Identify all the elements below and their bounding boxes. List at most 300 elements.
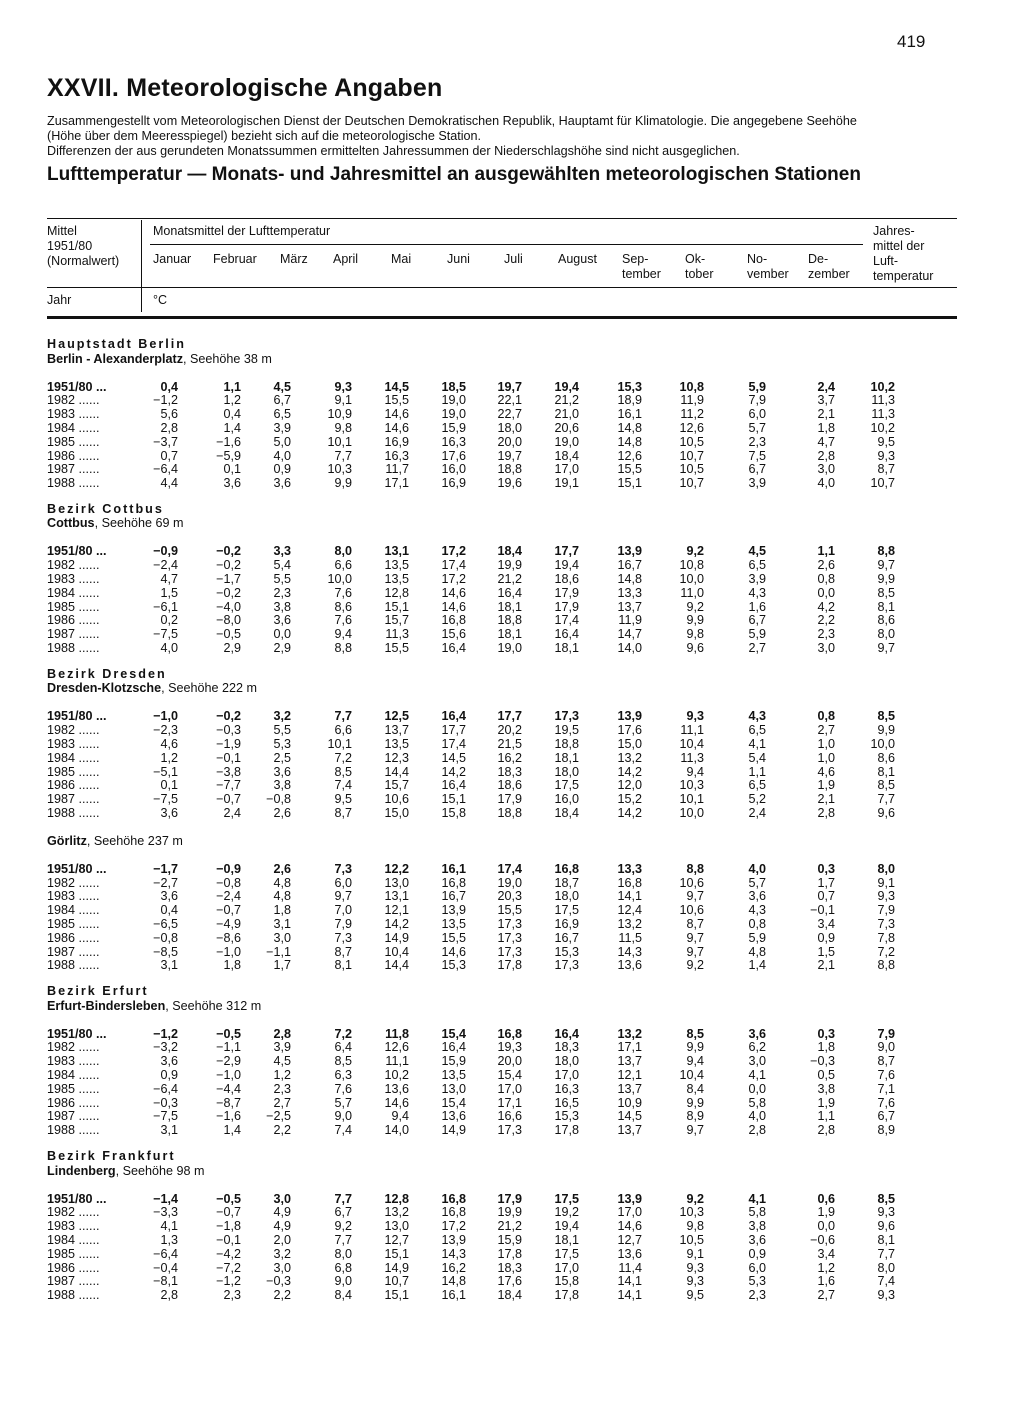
table-cell: 21,2 — [554, 393, 579, 408]
station-name — [47, 352, 272, 366]
table-cell: −3,7 — [153, 434, 178, 449]
table-cell: 9,3 — [686, 709, 704, 724]
table-cell: 0,8 — [817, 572, 835, 586]
table-cell: 10,7 — [870, 476, 895, 491]
table-cell: 18,4 — [497, 544, 522, 559]
table-cell: 4,0 — [160, 641, 178, 655]
table-cell: 4,1 — [748, 1191, 766, 1206]
table-cell: 0,4 — [160, 379, 178, 394]
intro-line: Differenzen der aus gerundeten Monatssummen ermittelten Jahressummen der Niederschlagshöhe sind nicht ausgeglichen. — [47, 144, 740, 158]
table-cell: −0,9 — [153, 544, 178, 559]
month-header-line: tember — [622, 267, 661, 281]
table-cell: 15,3 — [554, 944, 579, 959]
table-cell: 2,3 — [273, 585, 291, 600]
table-cell: 0,2 — [160, 613, 178, 628]
table-cell: 13,2 — [617, 1026, 642, 1041]
table-cell: 3,6 — [160, 889, 178, 904]
table-cell: 13,6 — [617, 958, 642, 973]
table-cell: 5,3 — [273, 736, 291, 751]
station-name — [47, 516, 184, 530]
table-cell: 18,0 — [554, 1054, 579, 1069]
table-cell: 10,9 — [617, 1095, 642, 1110]
table-cell: 14,0 — [384, 1123, 409, 1138]
row-year: 1986 ...... — [47, 613, 100, 628]
table-cell: 10,1 — [327, 434, 352, 449]
table-cell: 9,8 — [334, 420, 352, 435]
header-annual-line: mittel der — [873, 239, 925, 253]
table-cell: 11,3 — [680, 750, 704, 765]
table-cell: 10,4 — [384, 944, 409, 959]
table-cell: 0,1 — [160, 778, 178, 793]
table-cell: 5,6 — [160, 407, 178, 422]
table-cell: −4,4 — [216, 1081, 241, 1096]
table-cell: 18,8 — [497, 613, 522, 628]
table-cell: 15,5 — [384, 641, 409, 655]
table-cell: 3,6 — [273, 764, 291, 779]
table-cell: 9,6 — [877, 805, 895, 820]
table-cell: 10,4 — [679, 1068, 704, 1082]
table-cell: 6,7 — [273, 393, 291, 408]
table-cell: 11,1 — [385, 1054, 409, 1069]
table-cell: 17,7 — [441, 723, 466, 738]
table-cell: 3,0 — [817, 641, 835, 655]
table-cell: 1,4 — [223, 1123, 241, 1138]
table-cell: 9,7 — [686, 930, 704, 945]
table-cell: 2,1 — [817, 407, 835, 422]
row-year: 1985 ...... — [47, 1246, 100, 1261]
table-cell: 14,6 — [441, 944, 466, 959]
table-cell: 13,6 — [384, 1081, 409, 1096]
table-cell: −0,5 — [216, 627, 241, 642]
table-cell: 15,1 — [384, 1246, 409, 1261]
month-header-line: Februar — [213, 252, 257, 266]
table-cell: 0,9 — [748, 1246, 766, 1261]
table-cell: 12,8 — [384, 1191, 409, 1206]
table-cell: 14,2 — [441, 764, 466, 779]
table-cell: −1,7 — [153, 861, 178, 876]
table-cell: −0,3 — [153, 1095, 178, 1110]
table-cell: 19,3 — [497, 1040, 522, 1055]
header-group-label: Monatsmittel der Lufttemperatur — [153, 224, 331, 238]
table-cell: 11,3 — [871, 393, 895, 408]
table-cell: 9,9 — [686, 1095, 704, 1110]
table-cell: 18,4 — [554, 448, 579, 463]
table-cell: 16,8 — [617, 875, 642, 890]
table-cell: −6,1 — [153, 599, 178, 614]
row-year: 1988 ...... — [47, 641, 100, 655]
table-cell: 16,3 — [384, 448, 409, 463]
row-year: 1985 ...... — [47, 764, 100, 779]
table-cell: 4,5 — [273, 379, 291, 394]
table-cell: 8,4 — [686, 1081, 704, 1096]
table-cell: 3,9 — [273, 1040, 291, 1055]
table-cell: 18,4 — [554, 805, 579, 820]
table-cell: −0,1 — [216, 750, 241, 765]
table-cell: 16,1 — [617, 407, 642, 422]
table-cell: 0,7 — [817, 889, 835, 904]
table-cell: 16,4 — [441, 778, 466, 793]
table-cell: −0,2 — [216, 585, 241, 600]
header-annual-line: temperatur — [873, 269, 934, 283]
table-cell: 12,2 — [384, 861, 409, 876]
table-cell: −6,5 — [153, 916, 178, 931]
table-cell: 14,8 — [617, 420, 642, 435]
table-cell: 10,3 — [679, 1205, 704, 1220]
table-cell: −0,1 — [810, 903, 835, 918]
table-cell: 17,4 — [441, 558, 466, 573]
table-cell: −4,0 — [216, 599, 241, 614]
table-cell: 17,1 — [617, 1040, 642, 1055]
table-cell: 5,8 — [748, 1095, 766, 1110]
station-elevation: , Seehöhe 222 m — [161, 681, 258, 696]
table-cell: 14,8 — [617, 572, 642, 586]
table-cell: 12,5 — [384, 709, 409, 724]
table-cell: 8,6 — [334, 599, 352, 614]
table-cell: 14,1 — [617, 1288, 642, 1303]
table-cell: 4,3 — [748, 585, 766, 600]
table-cell: 9,9 — [877, 723, 895, 738]
table-cell: 13,7 — [617, 1054, 642, 1069]
table-cell: 15,4 — [441, 1095, 466, 1110]
table-cell: 3,8 — [273, 778, 291, 793]
table-cell: 9,2 — [686, 599, 704, 614]
table-cell: 13,6 — [441, 1109, 466, 1124]
month-header-line: vember — [747, 267, 789, 281]
table-cell: 2,7 — [748, 641, 766, 655]
table-cell: −1,4 — [153, 1191, 178, 1206]
month-header-line: Juli — [504, 252, 523, 266]
table-cell: 18,4 — [497, 1288, 522, 1303]
table-cell: 9,9 — [334, 476, 352, 491]
table-cell: 14,9 — [384, 1260, 409, 1275]
table-cell: 17,0 — [554, 1260, 579, 1275]
table-cell: 3,1 — [160, 958, 178, 973]
table-cell: 3,2 — [273, 709, 291, 724]
table-cell: 1,9 — [817, 1095, 835, 1110]
table-cell: 3,7 — [817, 393, 835, 408]
table-cell: 15,5 — [617, 462, 642, 477]
table-cell: 7,2 — [877, 944, 895, 959]
table-cell: 5,9 — [748, 930, 766, 945]
table-cell: 16,8 — [554, 861, 579, 876]
table-title: Lufttemperatur — Monats- und Jahresmittel an ausgewählten meteorologischen Stationen — [47, 164, 861, 185]
table-cell: 9,8 — [686, 1219, 704, 1234]
table-cell: 20,6 — [554, 420, 579, 435]
month-header-line: zember — [808, 267, 850, 281]
table-cell: −4,2 — [216, 1246, 241, 1261]
table-cell: 13,9 — [617, 544, 642, 559]
table-cell: 15,9 — [441, 1054, 466, 1069]
table-cell: 1,2 — [223, 393, 241, 408]
table-cell: 6,5 — [273, 407, 291, 422]
table-cell: 10,1 — [327, 736, 352, 751]
table-cell: 13,5 — [384, 558, 409, 573]
table-cell: 17,7 — [554, 544, 579, 559]
table-cell: 9,9 — [686, 613, 704, 628]
table-cell: 0,0 — [817, 1219, 835, 1234]
row-year: 1982 ...... — [47, 723, 100, 738]
table-cell: −7,5 — [153, 1109, 178, 1124]
table-cell: 6,5 — [748, 723, 766, 738]
table-cell: 9,0 — [334, 1274, 352, 1289]
table-cell: 8,4 — [334, 1288, 352, 1303]
row-year: 1987 ...... — [47, 792, 100, 807]
header-annual-line: Luft- — [873, 254, 899, 268]
table-cell: −8,7 — [216, 1095, 241, 1110]
table-cell: 19,0 — [497, 875, 522, 890]
table-cell: 8,7 — [334, 805, 352, 820]
table-cell: 6,5 — [748, 558, 766, 573]
table-cell: 9,5 — [686, 1288, 704, 1303]
table-cell: 19,9 — [497, 1205, 522, 1220]
table-cell: 10,7 — [384, 1274, 409, 1289]
table-cell: 0,9 — [817, 930, 835, 945]
table-cell: 12,1 — [617, 1068, 642, 1082]
table-cell: 16,5 — [554, 1095, 579, 1110]
table-cell: 17,8 — [497, 958, 522, 973]
table-cell: 2,4 — [748, 805, 766, 820]
table-cell: 6,2 — [748, 1040, 766, 1055]
table-cell: 7,4 — [334, 778, 352, 793]
station-name — [47, 1164, 205, 1178]
table-cell: 8,5 — [877, 778, 895, 793]
table-cell: 2,8 — [160, 1288, 178, 1303]
header-stub-year: Jahr — [47, 293, 72, 307]
table-cell: 7,7 — [334, 1191, 352, 1206]
table-cell: 18,1 — [554, 641, 579, 655]
table-cell: −1,7 — [216, 572, 241, 586]
table-cell: 17,5 — [554, 1191, 579, 1206]
table-cell: 8,8 — [877, 544, 895, 559]
table-cell: 2,7 — [817, 723, 835, 738]
table-cell: 3,0 — [273, 1260, 291, 1275]
table-cell: 17,6 — [617, 723, 642, 738]
table-cell: −0,4 — [153, 1260, 178, 1275]
table-cell: 16,8 — [441, 1205, 466, 1220]
table-cell: 9,3 — [686, 1260, 704, 1275]
table-cell: 2,3 — [748, 1288, 766, 1303]
table-cell: 17,2 — [441, 1219, 466, 1234]
table-cell: −2,9 — [216, 1054, 241, 1069]
row-year: 1988 ...... — [47, 1288, 100, 1303]
table-cell: 18,1 — [497, 627, 522, 642]
table-cell: 19,0 — [554, 434, 579, 449]
table-cell: 1,6 — [748, 599, 766, 614]
table-cell: 1,9 — [817, 1205, 835, 1220]
table-cell: 9,3 — [686, 1274, 704, 1289]
table-cell: 17,5 — [554, 1246, 579, 1261]
table-cell: 10,0 — [870, 736, 895, 751]
table-cell: 13,0 — [441, 1081, 466, 1096]
table-cell: 9,4 — [686, 1054, 704, 1069]
table-cell: 13,7 — [617, 599, 642, 614]
table-cell: 11,9 — [680, 393, 704, 408]
table-cell: 0,6 — [817, 1191, 835, 1206]
month-header-line: De- — [808, 252, 829, 266]
table-cell: 4,4 — [160, 476, 178, 491]
table-cell: 1,1 — [223, 379, 241, 394]
table-cell: 1,0 — [817, 736, 835, 751]
table-cell: 12,4 — [617, 903, 642, 918]
table-cell: 5,5 — [273, 723, 291, 738]
table-cell: 14,8 — [441, 1274, 466, 1289]
table-cell: −2,5 — [266, 1109, 291, 1124]
table-cell: 13,2 — [617, 750, 642, 765]
month-header-line: März — [280, 252, 308, 266]
table-cell: 10,6 — [679, 875, 704, 890]
table-cell: 13,9 — [617, 1191, 642, 1206]
table-cell: 14,4 — [384, 764, 409, 779]
table-cell: 4,2 — [817, 599, 835, 614]
table-cell: 13,7 — [617, 1081, 642, 1096]
table-cell: 17,3 — [497, 916, 522, 931]
row-year: 1986 ...... — [47, 930, 100, 945]
row-year: 1985 ...... — [47, 916, 100, 931]
table-cell: 14,1 — [617, 889, 642, 904]
row-year: 1988 ...... — [47, 1123, 100, 1138]
table-cell: 7,8 — [877, 930, 895, 945]
table-cell: 8,5 — [877, 709, 895, 724]
table-cell: 9,3 — [334, 379, 352, 394]
table-cell: 0,8 — [748, 916, 766, 931]
table-cell: 10,6 — [679, 903, 704, 918]
table-cell: 17,6 — [497, 1274, 522, 1289]
table-cell: 2,8 — [273, 1026, 291, 1041]
table-cell: −8,0 — [216, 613, 241, 628]
table-cell: 5,3 — [748, 1274, 766, 1289]
table-cell: 8,7 — [686, 916, 704, 931]
table-cell: −5,9 — [216, 448, 241, 463]
intro-line: Zusammengestellt vom Meteorologischen Dienst der Deutschen Demokratischen Republik, Hauptamt für Klimatologie. Die angegebene Seehöhe — [47, 114, 857, 128]
table-cell: −5,1 — [153, 764, 178, 779]
table-cell: 2,8 — [817, 1123, 835, 1138]
table-cell: 18,3 — [554, 1040, 579, 1055]
table-cell: 8,9 — [686, 1109, 704, 1124]
table-cell: 16,3 — [554, 1081, 579, 1096]
table-cell: 14,6 — [384, 407, 409, 422]
table-cell: 19,4 — [554, 558, 579, 573]
row-year: 1982 ...... — [47, 1040, 100, 1055]
header-annual-line: Jahres- — [873, 224, 915, 238]
table-cell: 4,3 — [748, 709, 766, 724]
header-unit: °C — [153, 293, 168, 307]
table-cell: 18,5 — [441, 379, 466, 394]
table-cell: 16,1 — [441, 861, 466, 876]
table-cell: 6,6 — [334, 723, 352, 738]
station-name-bold: Berlin - Alexanderplatz — [47, 351, 183, 366]
table-cell: 8,6 — [877, 613, 895, 628]
table-cell: 14,6 — [617, 1219, 642, 1234]
table-cell: 12,7 — [384, 1232, 409, 1247]
table-cell: 9,7 — [686, 889, 704, 904]
station-name — [47, 834, 183, 848]
table-cell: 18,8 — [554, 736, 579, 751]
table-cell: 15,7 — [384, 613, 409, 628]
table-cell: 14,9 — [384, 930, 409, 945]
table-cell: 8,0 — [334, 1246, 352, 1261]
row-year: 1987 ...... — [47, 462, 100, 477]
table-cell: 19,2 — [554, 1205, 579, 1220]
table-cell: 7,6 — [334, 613, 352, 628]
table-cell: 17,1 — [497, 1095, 522, 1110]
table-cell: 7,9 — [877, 1026, 895, 1041]
table-cell: 2,3 — [748, 434, 766, 449]
table-cell: 3,4 — [817, 916, 835, 931]
table-cell: 8,7 — [877, 1054, 895, 1069]
table-cell: 1,2 — [273, 1068, 291, 1082]
table-cell: 14,3 — [617, 944, 642, 959]
table-cell: 0,8 — [817, 709, 835, 724]
table-cell: 16,4 — [441, 1040, 466, 1055]
table-cell: 9,4 — [334, 627, 352, 642]
table-cell: 6,5 — [748, 778, 766, 793]
table-cell: 7,9 — [877, 903, 895, 918]
table-cell: 17,1 — [384, 476, 409, 491]
table-cell: 2,7 — [273, 1095, 291, 1110]
table-cell: 12,7 — [617, 1232, 642, 1247]
row-year: 1982 ...... — [47, 1205, 100, 1220]
table-cell: −1,8 — [216, 1219, 241, 1234]
table-cell: 17,4 — [497, 861, 522, 876]
station-name-bold: Cottbus — [47, 516, 95, 531]
table-cell: 16,0 — [441, 462, 466, 477]
table-cell: 7,6 — [334, 1081, 352, 1096]
table-cell: 12,0 — [617, 778, 642, 793]
table-cell: 5,2 — [748, 792, 766, 807]
table-cell: 10,5 — [679, 462, 704, 477]
table-cell: 7,4 — [877, 1274, 895, 1289]
table-cell: 17,8 — [497, 1246, 522, 1261]
table-cell: 4,9 — [273, 1219, 291, 1234]
table-cell: 9,3 — [877, 889, 895, 904]
table-cell: 13,5 — [384, 736, 409, 751]
table-cell: 9,1 — [334, 393, 352, 408]
table-cell: −6,4 — [153, 1246, 178, 1261]
table-cell: −0,2 — [216, 558, 241, 573]
station-name-bold: Dresden-Klotzsche — [47, 681, 162, 696]
header-stub-line: 1951/80 — [47, 239, 93, 253]
table-cell: 8,9 — [877, 1123, 895, 1138]
table-cell: 20,0 — [497, 434, 522, 449]
table-cell: 4,8 — [273, 875, 291, 890]
table-cell: −8,1 — [153, 1274, 178, 1289]
table-cell: 17,5 — [554, 778, 579, 793]
table-cell: 16,2 — [441, 1260, 466, 1275]
table-cell: −7,2 — [216, 1260, 241, 1275]
table-cell: 19,4 — [554, 1219, 579, 1234]
row-year: 1984 ...... — [47, 1232, 100, 1247]
month-header-line: April — [333, 252, 359, 266]
table-cell: 0,9 — [273, 462, 291, 477]
table-cell: 3,6 — [748, 1026, 766, 1041]
table-cell: 9,5 — [877, 434, 895, 449]
table-cell: 5,9 — [748, 627, 766, 642]
table-cell: 19,7 — [497, 448, 522, 463]
table-cell: 4,6 — [817, 764, 835, 779]
table-cell: 10,9 — [327, 407, 352, 422]
table-cell: 3,6 — [273, 613, 291, 628]
table-cell: −0,5 — [216, 1191, 241, 1206]
table-cell: 16,4 — [554, 627, 579, 642]
table-cell: 11,8 — [385, 1026, 409, 1041]
table-cell: 18,0 — [554, 764, 579, 779]
table-cell: 5,4 — [273, 558, 291, 573]
table-cell: 11,0 — [680, 585, 704, 600]
table-cell: 17,7 — [497, 709, 522, 724]
row-year: 1988 ...... — [47, 958, 100, 973]
table-cell: 12,6 — [679, 420, 704, 435]
table-cell: −8,6 — [216, 930, 241, 945]
